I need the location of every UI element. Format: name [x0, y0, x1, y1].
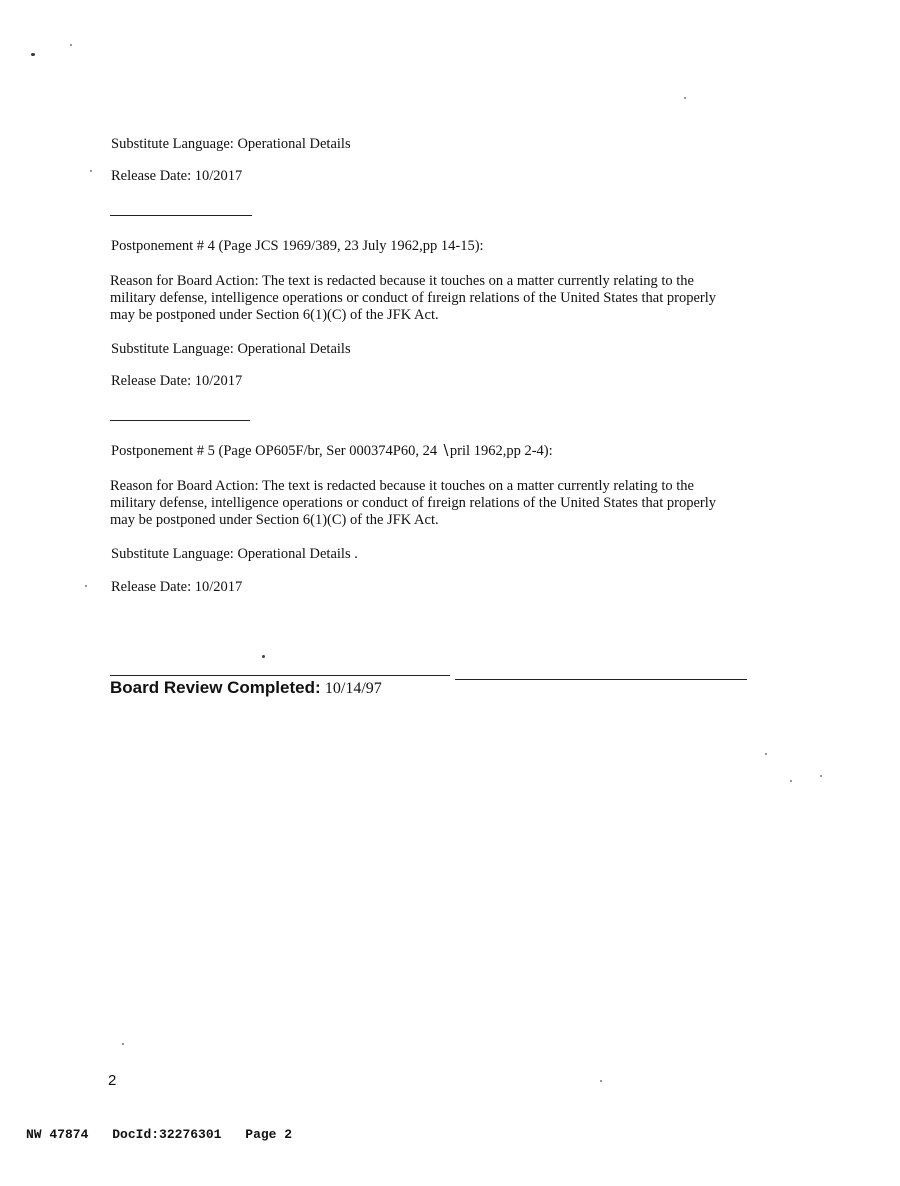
substitute-language-5: Substitute Language: Operational Details . — [111, 546, 358, 562]
board-review-rule-right — [455, 679, 747, 680]
scan-speck — [31, 53, 35, 56]
release-date-3: Release Date: 10/2017 — [111, 168, 243, 184]
reason-line: may be postponed under Section 6(1)(C) of the JFK Act. — [110, 307, 439, 323]
board-review-date: 10/14/97 — [324, 680, 382, 697]
scan-speck — [820, 775, 822, 777]
substitute-language-3: Substitute Language: Operational Details — [111, 136, 351, 152]
reason-line: military defense, intelligence operations or conduct of fıreign relations of the United States that properly — [110, 290, 716, 306]
postponement-5-reason — [110, 478, 770, 529]
release-date-4: Release Date: 10/2017 — [111, 373, 243, 389]
footer-nw-number: NW 47874 — [26, 1127, 89, 1142]
reason-line: Reason for Board Action: The text is redacted because it touches on a matter currently relating to the — [110, 273, 694, 289]
separator-rule-2 — [110, 420, 250, 421]
board-review-rule-left — [110, 675, 450, 676]
page-number: 2 — [108, 1072, 117, 1089]
separator-rule-1 — [110, 215, 252, 216]
reason-line: military defense, intelligence operations or conduct of fıreign relations of the United States that properly — [110, 495, 716, 511]
footer-page: Page 2 — [245, 1127, 293, 1142]
reason-line: Reason for Board Action: The text is redacted because it touches on a matter currently relating to the — [110, 478, 694, 494]
document-footer — [26, 1127, 308, 1142]
postponement-4-reason — [110, 273, 770, 324]
reason-line: may be postponed under Section 6(1)(C) of the JFK Act. — [110, 512, 439, 528]
scan-speck — [85, 585, 87, 587]
scan-speck — [684, 97, 686, 99]
board-review-label: Board Review Completed: — [110, 678, 321, 697]
scan-speck — [600, 1080, 602, 1082]
scan-speck — [790, 780, 792, 782]
postponement-5-heading: Postponement # 5 (Page OP605F/br, Ser 000374P60, 24 ∖pril 1962,pp 2-4): — [111, 443, 553, 459]
scan-speck — [90, 170, 92, 172]
footer-doc-id: DocId:32276301 — [112, 1127, 222, 1142]
release-date-5: Release Date: 10/2017 — [111, 579, 243, 595]
scan-speck — [262, 655, 265, 658]
scan-speck — [70, 44, 72, 46]
board-review-completed — [110, 678, 382, 698]
substitute-language-4: Substitute Language: Operational Details — [111, 341, 351, 357]
postponement-4-heading: Postponement # 4 (Page JCS 1969/389, 23 July 1962,pp 14-15): — [111, 238, 484, 254]
scan-speck — [765, 753, 767, 755]
scan-speck — [122, 1043, 124, 1045]
